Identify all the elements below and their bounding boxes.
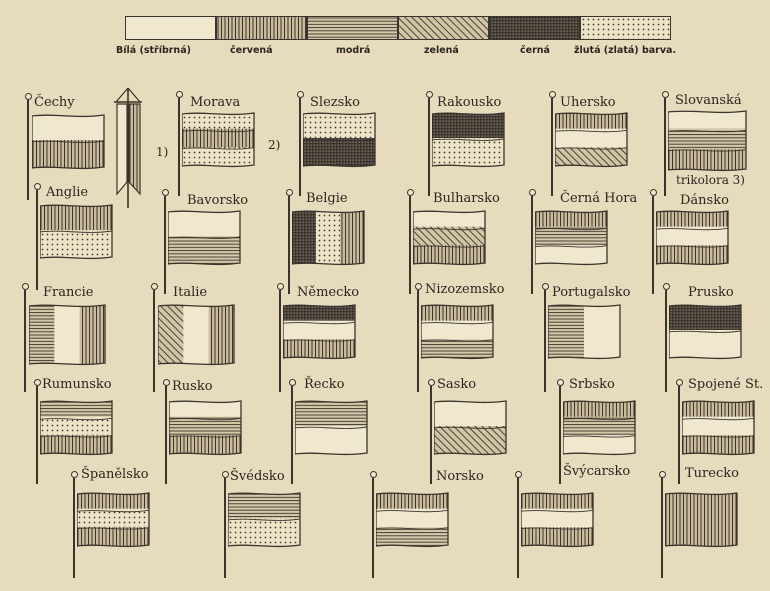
flag-name-ern-hora: Černá Hora (560, 191, 638, 206)
flag-band-green (555, 147, 627, 166)
pole-knob-icon (289, 379, 296, 386)
flag-band-blue (29, 302, 55, 368)
flag-cloth (77, 490, 153, 550)
flag-cloth (413, 208, 489, 268)
flag-band-blue (168, 236, 240, 265)
pole-knob-icon (529, 189, 536, 196)
flag-pole (224, 478, 226, 578)
flag-pole (531, 196, 533, 294)
flag-pole (291, 386, 293, 484)
flag-cloth (292, 208, 368, 268)
pole-knob-icon (34, 183, 41, 190)
flag-cloth (376, 490, 452, 550)
flag-cloth (283, 302, 359, 362)
flag-band-red (32, 140, 104, 169)
flag-pole (73, 478, 75, 578)
flag-band-red (668, 149, 746, 170)
flag-pole (153, 290, 155, 392)
pole-knob-icon (428, 379, 435, 386)
flag-cloth (682, 398, 758, 458)
flag-cloth (434, 398, 510, 458)
pole-knob-icon (151, 283, 158, 290)
flag-pole (24, 290, 26, 392)
flag-band-blue (421, 339, 493, 358)
pole-knob-icon (426, 91, 433, 98)
flag-name-n-mecko: Německo (297, 285, 360, 300)
footnote-2: 2) (268, 138, 281, 152)
flag-name-srbsko: Srbsko (569, 377, 615, 392)
flag-band-red (283, 339, 355, 358)
flag-cloth (168, 208, 244, 268)
flag-name-prusko: Prusko (688, 285, 734, 300)
flag-pole (652, 196, 654, 294)
flag-cloth (169, 398, 245, 458)
flag-name-bavorsko: Bavorsko (187, 193, 249, 208)
pole-knob-icon (176, 91, 183, 98)
flag-name-morava: Morava (190, 95, 241, 110)
flag-name-uhersko: Uhersko (560, 95, 616, 110)
flag-band-white (584, 302, 621, 362)
legend-label-blue: modrá (336, 45, 371, 56)
legend-swatch-blue (307, 16, 398, 40)
flag-cloth (295, 398, 371, 458)
flag-name-bulharsko: Bulharsko (433, 191, 500, 206)
legend-label-red: červená (230, 45, 273, 56)
flag-name-pan-lsko: Španělsko (81, 467, 149, 482)
flag-pole (178, 98, 180, 196)
flag-name-belgie: Belgie (306, 191, 348, 206)
flag-name-italie: Italie (173, 285, 208, 300)
flag-cloth (303, 110, 379, 170)
flag-band-blue (376, 527, 448, 546)
flag-pole (517, 478, 519, 578)
flag-cloth (665, 490, 741, 550)
flag-name-rakousko: Rakousko (437, 95, 502, 110)
footnote-1: 1) (156, 145, 169, 159)
flag-name-d-nsko: Dánsko (680, 193, 729, 208)
flag-name-nizozemsko: Nizozemsko (425, 282, 505, 297)
flag-band-red (656, 245, 728, 264)
flag-cloth (548, 302, 624, 362)
pole-knob-icon (542, 283, 549, 290)
flag-cloth (555, 110, 631, 170)
pole-knob-icon (650, 189, 657, 196)
flag-name-spojen-st: Spojené St. (688, 377, 764, 392)
flag-pole (288, 196, 290, 294)
flag-band-blue (548, 302, 585, 362)
flag-cloth (432, 110, 508, 170)
flag-pole (559, 386, 561, 484)
flag-cloth (421, 302, 497, 362)
flag-cloth (29, 302, 109, 368)
flag-pole (36, 386, 38, 484)
flag-pole (165, 386, 167, 484)
pole-knob-icon (407, 189, 414, 196)
flag-name-rusko: Rusko (172, 379, 213, 394)
flag-pole (661, 478, 663, 578)
pole-knob-icon (71, 471, 78, 478)
pole-knob-icon (370, 471, 377, 478)
flag-pole (544, 290, 546, 392)
slovanska-caption: trikolora 3) (676, 173, 745, 187)
flag-name-sasko: Sasko (437, 377, 477, 392)
flag-name-norsko: Norsko (436, 469, 484, 484)
flag-band-red (209, 302, 235, 368)
flag-name-echy: Čechy (34, 95, 75, 110)
legend-label-black: černá (520, 45, 550, 56)
flag-band-white (563, 435, 635, 454)
flag-cloth (228, 490, 304, 550)
flag-pole (164, 196, 166, 294)
pole-knob-icon (222, 471, 229, 478)
flag-pole (678, 386, 680, 484)
flag-name-slezsko: Slezsko (310, 95, 360, 110)
pole-knob-icon (663, 283, 670, 290)
flag-name-v-carsko: Švýcarsko (563, 464, 631, 479)
flag-pole (551, 98, 553, 196)
flag-band-yellow (316, 208, 341, 268)
flag-name-turecko: Turecko (685, 466, 739, 481)
flag-band-white (183, 302, 209, 368)
flag-band-white (669, 330, 741, 359)
legend-swatch-white (125, 16, 216, 40)
flag-band-yellow (40, 230, 112, 259)
flag-band-red (682, 435, 754, 454)
flag-name-francie: Francie (43, 285, 94, 300)
legend-label-green: zelená (424, 45, 459, 56)
pole-knob-icon (549, 91, 556, 98)
pole-knob-icon (662, 91, 669, 98)
flag-band-white (295, 426, 367, 455)
pole-knob-icon (659, 471, 666, 478)
flag-name-slovansk: Slovanská (675, 93, 742, 108)
pole-knob-icon (34, 379, 41, 386)
legend-swatch-black (489, 16, 580, 40)
flag-band-green (158, 302, 184, 368)
flag-cloth (158, 302, 238, 368)
legend-swatch-green (398, 16, 489, 40)
flag-band-red (77, 527, 149, 546)
flag-name-ecko: Řecko (304, 377, 345, 392)
flag-pole (299, 98, 301, 196)
flag-pole (409, 196, 411, 294)
pole-knob-icon (286, 189, 293, 196)
pole-knob-icon (25, 93, 32, 100)
flag-name-portugalsko: Portugalsko (552, 285, 631, 300)
flag-pole (36, 190, 38, 290)
pole-knob-icon (557, 379, 564, 386)
flag-cloth (32, 112, 108, 172)
pole-knob-icon (415, 283, 422, 290)
flag-band-green (434, 426, 506, 455)
flag-band-yellow (432, 138, 504, 167)
flag-band-yellow (228, 518, 300, 547)
pole-knob-icon (515, 471, 522, 478)
pole-knob-icon (277, 283, 284, 290)
flag-pole (372, 478, 374, 578)
flag-pole (417, 290, 419, 392)
flag-cloth (535, 208, 611, 268)
flag-pole (665, 290, 667, 392)
flag-name-anglie: Anglie (46, 185, 89, 200)
flag-band-blue (668, 129, 746, 150)
flag-pole (430, 386, 432, 484)
pole-knob-icon (22, 283, 29, 290)
flag-cloth (40, 398, 116, 458)
flag-pole (428, 98, 430, 196)
flag-band-black (303, 138, 375, 167)
flag-name-v-dsko: Švédsko (230, 469, 285, 484)
flag-pole (664, 98, 666, 196)
legend-label-yellow: žlutá (zlatá) barva. (574, 45, 677, 56)
flag-band-red (169, 435, 241, 454)
flag-band-red (80, 302, 106, 368)
flag-band-red (340, 208, 365, 268)
flag-cloth (521, 490, 597, 550)
flag-pole (27, 100, 29, 200)
legend-swatch-red (216, 16, 307, 40)
flag-cloth (182, 110, 258, 170)
flag-cloth (563, 398, 639, 458)
flag-cloth (656, 208, 732, 268)
flag-band-red (665, 490, 737, 547)
flag-cloth (668, 108, 750, 174)
flag-band-red (40, 435, 112, 454)
pole-knob-icon (676, 379, 683, 386)
flag-band-red (413, 245, 485, 264)
flag-cloth (669, 302, 745, 362)
pole-knob-icon (162, 189, 169, 196)
flag-band-red (521, 527, 593, 546)
pole-knob-icon (297, 91, 304, 98)
legend-swatch-yellow (580, 16, 671, 40)
legend-label-white: Bílá (stříbrná) (116, 45, 191, 56)
flag-band-white (54, 302, 80, 368)
flag-band-yellow (182, 147, 254, 166)
flag-pole (279, 290, 281, 392)
flag-cloth (40, 202, 116, 262)
flag-band-white (535, 245, 607, 264)
flag-name-rumunsko: Rumunsko (42, 377, 112, 392)
flag-band-black (292, 208, 317, 268)
pole-knob-icon (163, 379, 170, 386)
banner-icon (108, 86, 148, 210)
